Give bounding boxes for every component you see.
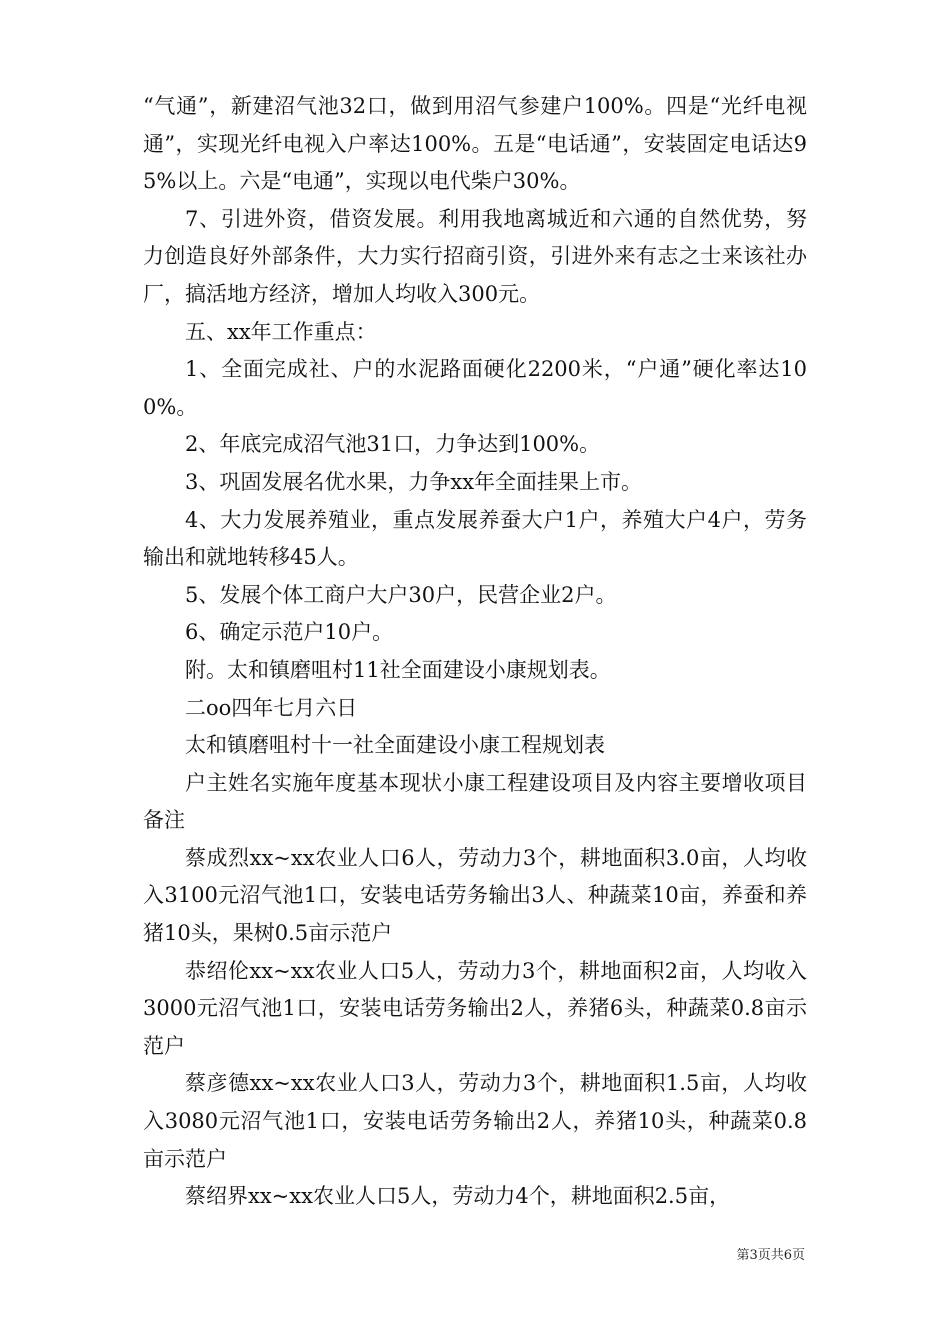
- table-header-line: 户主姓名实施年度基本现状小康工程建设项目及内容主要增收项目备注: [143, 770, 807, 833]
- page-number: 第3页共6页: [736, 1248, 805, 1263]
- paragraph: 3、巩固发展名优水果，力争xx年全面挂果上市。: [185, 469, 643, 494]
- paragraph: 1、全面完成社、户的水泥路面硬化2200米，“户通”硬化率达100%。: [143, 357, 807, 419]
- document-body: [143, 88, 807, 1216]
- paragraph: 附。太和镇磨咀村11社全面建设小康规划表。: [185, 657, 611, 682]
- table-title: 太和镇磨咀村十一社全面建设小康工程规划表: [185, 733, 605, 758]
- paragraph: 4、大力发展养殖业，重点发展养蚕大户1户，养殖大户4户，劳务输出和就地转移45人。: [143, 507, 807, 570]
- paragraph: 2、年底完成沼气池31口，力争达到100%。: [185, 432, 601, 457]
- paragraph: 5、发展个体工商户大户30户，民营企业2户。: [185, 582, 617, 607]
- paragraph: “气通”，新建沼气池32口，做到用沼气参建户100%。四是“光纤电视通”，实现光纤电视入户率达100%。五是“电话通”，安装固定电话达95%以上。六是“电通”，实现以电代柴户30%。: [143, 94, 807, 194]
- paragraph: 7、引进外资，借资发展。利用我地离城近和六通的自然优势，努力创造良好外部条件，大力实行招商引资，引进外来有志之士来该社办厂，搞活地方经济，增加人均收入300元。: [143, 206, 807, 306]
- table-row: 恭绍伦xx~xx农业人口5人，劳动力3个，耕地面积2亩，人均收入3000元沼气池1口，安装电话劳务输出2人，养猪6头，种蔬菜0.8亩示范户: [143, 958, 807, 1058]
- table-row: 蔡成烈xx~xx农业人口6人，劳动力3个，耕地面积3.0亩，人均收入3100元沼气池1口，安装电话劳务输出3人、种蔬菜10亩，养蚕和养猪10头，果树0.5亩示范户: [143, 845, 807, 946]
- paragraph: 6、确定示范户10户。: [185, 620, 394, 645]
- date-line: 二oo四年七月六日: [185, 695, 358, 720]
- section-heading: 五、xx年工作重点：: [185, 319, 377, 344]
- table-row: 蔡彦德xx~xx农业人口3人，劳动力3个，耕地面积1.5亩，人均收入3080元沼气池1口，安装电话劳务输出2人，养猪10头，种蔬菜0.8亩示范户: [143, 1071, 807, 1171]
- table-row: 蔡绍界xx~xx农业人口5人，劳动力4个，耕地面积2.5亩，: [185, 1184, 731, 1209]
